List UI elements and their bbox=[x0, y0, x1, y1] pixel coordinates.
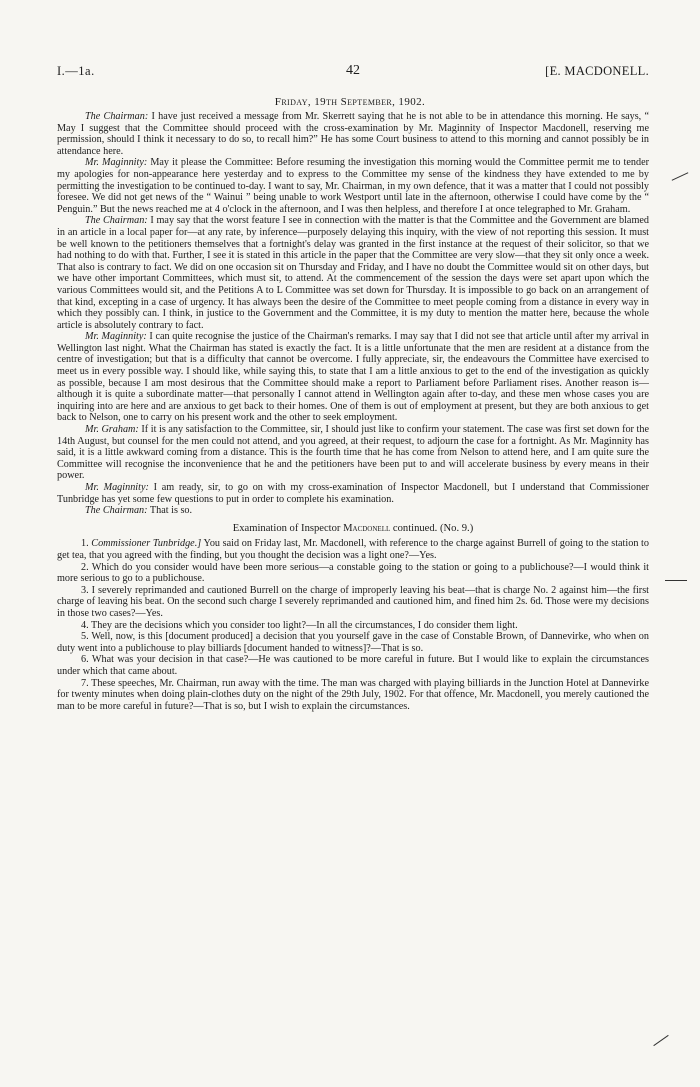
statement-text: I am ready, sir, to go on with my cross-examination of Inspector Macdonell, but I understand that Commissioner Tunbridge has yet some few questions to put in order to complete his examination. bbox=[57, 482, 649, 505]
speaker: The Chairman: bbox=[85, 505, 148, 517]
statement-paragraph bbox=[57, 157, 649, 215]
question-text: I severely reprimanded and cautioned Burrell on the charge of improperly leaving his beat—that is charge No. 2 against him—the first charge of leaving his beat. On the second such charge I severely reprimanded and cautioned him, and fined him 2s. 6d. Those were my decisions in those two cases?—Yes. bbox=[57, 584, 649, 619]
speaker: The Chairman: bbox=[85, 215, 148, 227]
statement-text: I can quite recognise the justice of the Chairman's remarks. I may say that I did not see that article until after my arrival in Wellington last night. What the Chairman has stated is exactly the fact. It is a little unfortunate that the men are resident at a distance from the centre of investigation; but that is a difficulty that cannot be overcome. I fully appreciate, sir, the endeavours the Committee have exercised to meet us in every possible way. I should like, while saying this, to state that I am a little anxious to get to the end of the investigation as quickly as possible, because I am most desirous that the Committee should make a report to Parliament before Parliament rises. Another reason is—although it is quite a subordinate matter—that personally I cannot attend in Wellington again after to-day, and these men whose cases you are inquiring into are here and are anxious to get back to their homes. One of them is out of employment at present, but they are both anxious to get back to Nelson, one to carry on his present work and the other to seek employment. bbox=[57, 331, 649, 424]
statement-paragraph bbox=[57, 331, 649, 424]
session-date: Friday, 19th September, 1902. bbox=[274, 96, 426, 108]
question-item bbox=[57, 538, 649, 561]
margin-mark bbox=[665, 580, 687, 581]
question-text: What was your decision in that case?—He was cautioned to be more careful in future. But I would like to explain the circumstances under which that came about. bbox=[57, 654, 649, 677]
statement-text: I have just received a message from Mr. Skerrett saying that he is not able to be in attendance this morning. He says, “ May I suggest that the Committee should proceed with the cross-examination by Mr. Maginnity of Inspector Macdonell, reserving me permission, should I think it necessary to do so, to recall him?” He has some Court business to attend to this morning and cannot possibly be in attendance here. bbox=[57, 111, 649, 157]
question-number: 6. bbox=[81, 654, 89, 666]
statement-text: I may say that the worst feature I see in connection with the matter is that the Committee and the Government are blamed in an article in a local paper for—at any rate, by inference—purposely delaying this inquiry, with the view of not reporting this session. It must be well known to the petitioners themselves that a fortnight's delay was granted in the first instance at the request of their solicitor, so that we had nothing to do with that. Further, I see it is stated in this article in the paper that the Committee are very slow—that they sit only once a week. That also is contrary to fact. We did on one occasion sit on Thursday and Friday, and I have no doubt the Committee would sit on other days, but we have other important Committees, which must sit, to attend. At the commencement of the session the days were set apart upon which the various Committees would sit, and the Petitions A to L Committee was set down for Thursday. It is impossible to go back on an arrangement of that kind, excepting in a case of urgency. It has always been the desire of the Committee to meet people coming from a distance in every way in which they possibly can. I think, in justice to the Government and the Committee, it is my duty to mention the matter here, because the whole article is absolutely contrary to fact. bbox=[57, 215, 649, 331]
question-item bbox=[57, 678, 649, 713]
margin-mark bbox=[653, 1035, 668, 1046]
question-text: You said on Friday last, Mr. Macdonell, with reference to the charge against Burrell of going to the station to get tea, that you agreed with the finding, but you thought the decision was a light one?—Yes. bbox=[57, 538, 649, 561]
witness-reference: [E. MACDONELL. bbox=[545, 64, 649, 78]
statement-paragraph bbox=[57, 505, 649, 517]
questioner: Commissioner Tunbridge.] bbox=[91, 538, 202, 550]
question-number: 3. bbox=[81, 584, 89, 596]
question-text: They are the decisions which you consider too light?—In all the circumstances, I do consider them light. bbox=[88, 619, 518, 631]
page-number: 42 bbox=[346, 63, 360, 78]
statement-text: May it please the Committee: Before resuming the investigation this morning would the Committee permit me to tender my apologies for non-appearance here yesterday and to express to the Committee my sense of the kindness they have extended to me by permitting the investigation to be continued to-day. I want to say, Mr. Chairman, in my own defence, that it was a matter that I could not possibly foresee. We did not get news of the “ Wainui ” being unable to work Westport until late in the afternoon, otherwise I could have come by the “ Penguin.” But the news reached me at 4 o'clock in the afternoon, and I was then helpless, and therefore I at once telegraphed to Mr. Graham. bbox=[57, 157, 650, 215]
speaker: Mr. Maginnity: bbox=[85, 331, 147, 343]
question-item bbox=[57, 620, 649, 632]
question-item bbox=[57, 585, 649, 620]
question-text: These speeches, Mr. Chairman, run away with the time. The man was charged with playing billiards in the Junction Hotel at Dannevirke for twenty minutes when doing plain-clothes duty on the night of the 29th July, 1902. For that offence, Mr. Macdonell, you merely cautioned the man to be more careful in future?—That is so, but I wish to explain the circumstances. bbox=[57, 677, 649, 712]
statement-text: If it is any satisfaction to the Committee, sir, I should just like to confirm your statement. The case was first set down for the 14th August, but counsel for the men could not attend, and you agreed, at their request, to adjourn the case for a fortnight. As Mr. Maginnity has said, it is a little awkward coming from a distance. This is the fourth time that he has come from Nelson to attend here, and I am quite sure the Committee will recognise the inconvenience that he and the petitioners have been put to and will accelerate business by every means in their power. bbox=[57, 424, 649, 482]
speaker: The Chairman: bbox=[85, 111, 149, 122]
page-header bbox=[57, 64, 649, 80]
question-item bbox=[57, 562, 649, 585]
question-number: 2. bbox=[81, 561, 89, 573]
question-number: 4. bbox=[81, 619, 89, 631]
question-number: 7. bbox=[81, 677, 89, 689]
margin-mark bbox=[672, 172, 689, 181]
witness-name: Macdonell bbox=[343, 522, 391, 534]
question-number: 5. bbox=[81, 631, 89, 643]
question-text: Well, now, is this [document produced] a decision that you yourself gave in the case of Constable Brown, of Dannevirke, who when on duty went into a publichouse to play billiards [document handed to witness]?—That is so. bbox=[57, 631, 649, 654]
examination-heading: Examination of Inspector Macdonell continued. (No. 9.) bbox=[232, 522, 474, 534]
statement-paragraph bbox=[57, 111, 649, 157]
statement-text: That is so. bbox=[147, 505, 193, 517]
question-text: Which do you consider would have been more serious—a constable going to the station or going to a publichouse?—I would think it more serious to go to a publichouse. bbox=[57, 561, 649, 585]
question-item bbox=[57, 631, 649, 654]
document-body bbox=[57, 111, 649, 712]
paper-reference: I.—1a. bbox=[57, 64, 95, 78]
statement-paragraph bbox=[57, 424, 649, 482]
statement-paragraph bbox=[57, 215, 649, 331]
speaker: Mr. Maginnity: bbox=[85, 157, 148, 169]
statement-paragraph bbox=[57, 482, 649, 505]
question-item bbox=[57, 654, 649, 677]
speaker: Mr. Graham: bbox=[85, 424, 139, 436]
question-number: 1. bbox=[81, 538, 89, 550]
speaker: Mr. Maginnity: bbox=[85, 482, 149, 493]
